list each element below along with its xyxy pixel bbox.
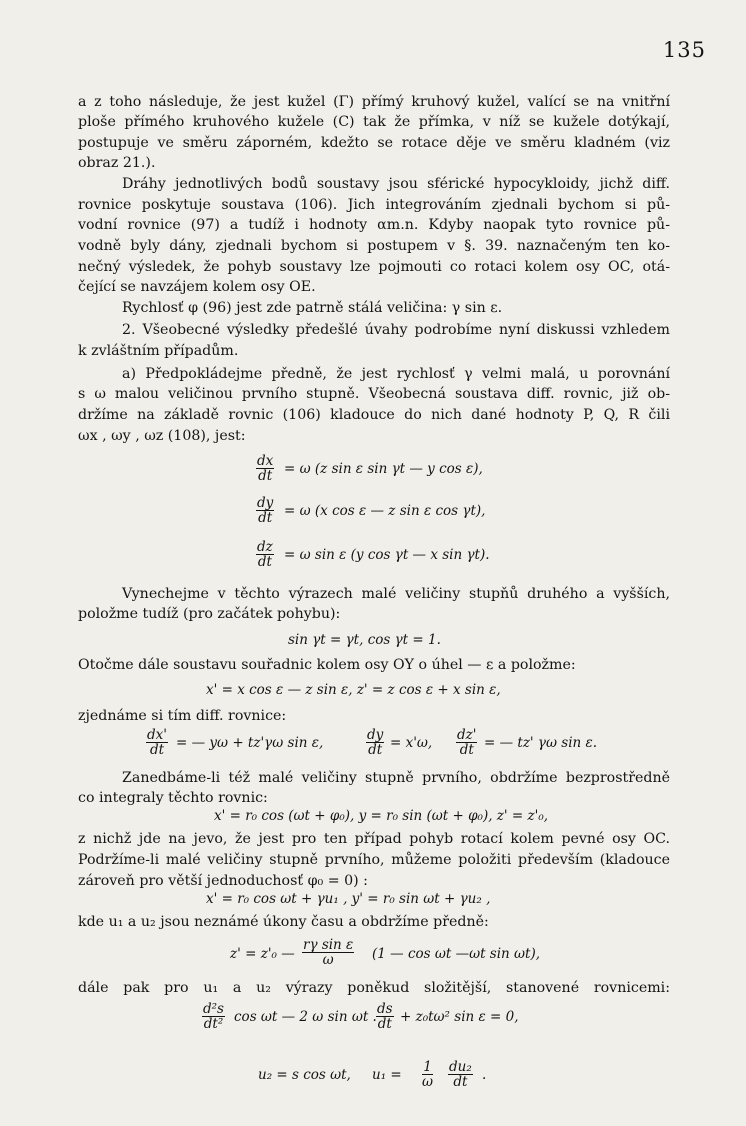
text-line: co integraly těchto rovnic: [78, 790, 268, 806]
equation: = ω (x cos ε — z sin ε cos γt), [284, 503, 486, 519]
equation: + z₀tω² sin ε = 0, [400, 1009, 519, 1025]
text-line: rovnice poskytuje soustava (106). Jich integrováním zjednali bychom si pů- [78, 197, 670, 213]
text-line: ploše přímého kruhového kužele (C) tak že přímka, v níž se kužele dotýkají, [78, 114, 670, 130]
text-line: vodně byly dány, zjednali bychom si postupem v §. 39. naznačeným ten ko- [78, 238, 670, 254]
equation: = — yω + tz'γω sin ε, [176, 735, 324, 751]
equation: x' = r₀ cos (ωt + φ₀), y = r₀ sin (ωt + φ₀), z' = z'₀, [214, 808, 549, 824]
text-line: položme tudíž (pro začátek pohybu): [78, 606, 341, 622]
equation: . [482, 1067, 487, 1083]
text-line: držíme na základě rovnic (106) kladouce do nich dané hodnoty P, Q, R čili [78, 407, 670, 423]
equation-fraction: dz dt [257, 539, 273, 570]
equation-fraction: ds dt [377, 1001, 393, 1032]
equation: sin γt = γt, cos γt = 1. [288, 632, 441, 648]
text-line: 2. Všeobecné výsledky předešlé úvahy podrobíme nyní diskussi vzhledem [122, 322, 670, 338]
equation: (1 — cos ωt —ωt sin ωt), [372, 946, 541, 962]
equation: = — tz' γω sin ε. [484, 735, 598, 751]
equation-fraction: dy dt [367, 727, 384, 758]
text-line: Otočme dále soustavu souřadnic kolem osy OY o úhel — ε a položme: [78, 657, 576, 673]
text-line: z nichž jde na jevo, že jest pro ten případ pohyb rotací kolem pevné osy OC. [78, 831, 670, 847]
equation-fraction: dy dt [257, 495, 274, 526]
equation: z' = z'₀ — [230, 946, 295, 962]
page-number: 135 [662, 38, 706, 62]
text-line: a z toho následuje, že jest kužel (Γ) přímý kruhový kužel, valící se na vnitřní [78, 94, 670, 110]
text-line: nečný výsledek, že pohyb soustavy lze pojmouti co rotaci kolem osy OC, otá- [78, 259, 670, 275]
text-line: ωx , ωy , ωz (108), jest: [78, 428, 246, 444]
equation: x' = x cos ε — z sin ε, z' = z cos ε + x sin ε, [206, 682, 501, 698]
equation: x' = r₀ cos ωt + γu₁ , y' = r₀ sin ωt + γu₂ , [206, 891, 491, 907]
equation: u₁ = [372, 1067, 402, 1083]
text-line: Zanedbáme-li též malé veličiny stupně prvního, obdržíme bezprostředně [122, 770, 670, 786]
equation: = ω (z sin ε sin γt — y cos ε), [284, 461, 483, 477]
equation-fraction: dz' dt [457, 727, 477, 758]
equation-fraction: dx dt [257, 453, 274, 484]
equation-fraction: dx' dt [147, 727, 167, 758]
text-line: Podržíme-li malé veličiny stupně prvního, můžeme položiti především (kladouce [78, 852, 670, 868]
text-line: a) Předpokládejme předně, že jest rychlosť γ velmi malá, u porovnání [122, 366, 670, 382]
equation: = ω sin ε (y cos γt — x sin γt). [284, 547, 490, 563]
text-line: Vynechejme v těchto výrazech malé veličiny stupňů druhého a vyšších, [122, 586, 670, 602]
text-line: kde u₁ a u₂ jsou neznámé úkony času a obdržíme předně: [78, 914, 489, 930]
equation-fraction: d²s dt² [203, 1001, 224, 1032]
text-line: Dráhy jednotlivých bodů soustavy jsou sférické hypocykloidy, jichž diff. [122, 176, 670, 192]
equation: cos ωt — 2 ω sin ωt . [234, 1009, 377, 1025]
text-line: Rychlosť φ (96) jest zde patrně stálá veličina: γ sin ε. [122, 300, 503, 316]
text-line: čející se navzájem kolem osy OE. [78, 279, 316, 295]
text-line: postupuje ve směru záporném, kdežto se rotace děje ve směru kladném (viz [78, 135, 670, 151]
text-line: obraz 21.). [78, 155, 156, 171]
text-line: dále pak pro u₁ a u₂ výrazy poněkud složitější, stanovené rovnicemi: [78, 980, 670, 996]
equation-fraction: du₂ dt [449, 1059, 472, 1090]
equation-fraction: 1 ω [422, 1059, 434, 1090]
equation: u₂ = s cos ωt, [258, 1067, 351, 1083]
text-line: vodní rovnice (97) a tudíž i hodnoty αm.n. Kdyby naopak tyto rovnice pů- [78, 217, 670, 233]
text-line: s ω malou veličinou prvního stupně. Všeobecná soustava diff. rovnic, již ob- [78, 386, 670, 402]
equation-fraction: rγ sin ε ω [303, 937, 354, 968]
equation: = x'ω, [390, 735, 433, 751]
text-line: zároveň pro větší jednoduchosť φ₀ = 0) : [78, 873, 368, 889]
text-line: k zvláštním případům. [78, 343, 239, 359]
text-line: zjednáme si tím diff. rovnice: [78, 708, 287, 724]
